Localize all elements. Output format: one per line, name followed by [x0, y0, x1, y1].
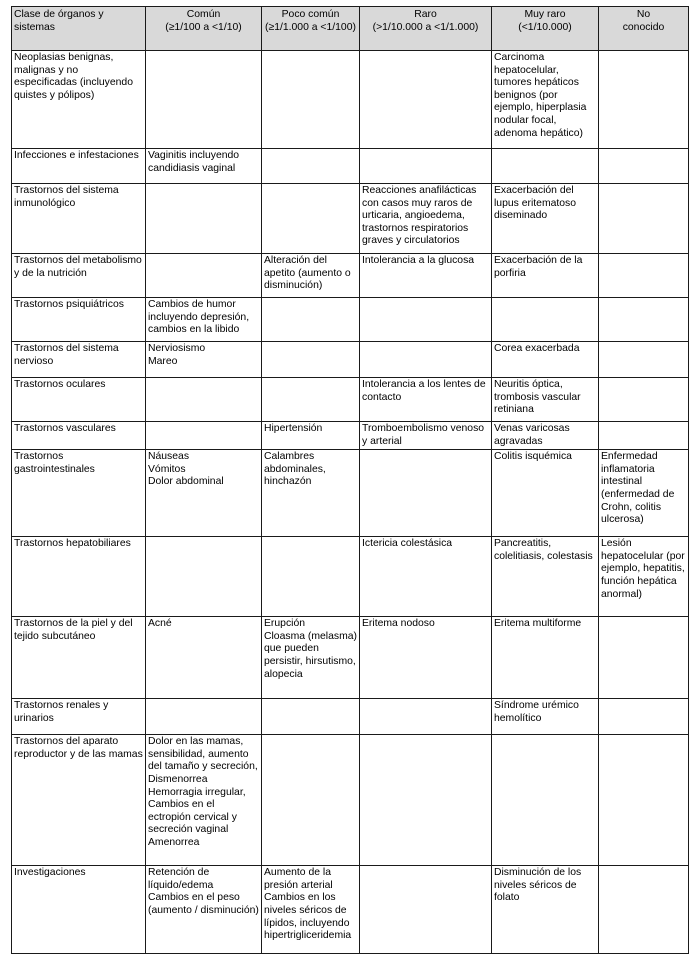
unknown-cell: [599, 735, 689, 866]
header-very-rare: Muy raro (<1/10.000): [492, 7, 599, 51]
table-row: [12, 735, 689, 866]
table-header: [12, 7, 689, 51]
unknown-cell: [599, 254, 689, 298]
common-cell: [146, 378, 262, 422]
common-cell: Dolor en las mamas, sensibilidad, aumento del tamaño y secreción, Dismenorrea Hemorragia irregular, Cambios en el ectropión cervical y secreción vaginal Amenorrea: [146, 735, 262, 866]
organ-class-cell: Investigaciones: [12, 866, 146, 954]
uncommon-cell: [262, 378, 360, 422]
very-rare-cell: Carcinoma hepatocelular, tumores hepáticos benignos (por ejemplo, hiperplasia nodular focal, adenoma hepático): [492, 51, 599, 149]
uncommon-cell: [262, 298, 360, 342]
very-rare-cell: Venas varicosas agravadas: [492, 422, 599, 450]
header-row: [12, 7, 689, 51]
organ-class-cell: Infecciones e infestaciones: [12, 149, 146, 184]
organ-class-cell: Trastornos oculares: [12, 378, 146, 422]
table-row: [12, 866, 689, 954]
very-rare-cell: Exacerbación del lupus eritematoso diseminado: [492, 184, 599, 254]
common-cell: [146, 254, 262, 298]
uncommon-cell: [262, 149, 360, 184]
table-row: [12, 378, 689, 422]
rare-cell: [360, 699, 492, 735]
table-row: [12, 298, 689, 342]
very-rare-cell: [492, 735, 599, 866]
unknown-cell: [599, 422, 689, 450]
unknown-cell: [599, 378, 689, 422]
rare-cell: [360, 450, 492, 537]
very-rare-cell: Síndrome urémico hemolítico: [492, 699, 599, 735]
uncommon-cell: [262, 699, 360, 735]
common-cell: [146, 699, 262, 735]
header-rare: Raro (>1/10.000 a <1/1.000): [360, 7, 492, 51]
rare-cell: [360, 866, 492, 954]
very-rare-cell: Pancreatitis, colelitiasis, colestasis: [492, 537, 599, 617]
table-row: [12, 537, 689, 617]
organ-class-cell: Trastornos del sistema inmunológico: [12, 184, 146, 254]
common-cell: Acné: [146, 617, 262, 699]
header-common: Común (≥1/100 a <1/10): [146, 7, 262, 51]
organ-class-cell: Trastornos de la piel y del tejido subcutáneo: [12, 617, 146, 699]
uncommon-cell: Erupción Cloasma (melasma) que pueden persistir, hirsutismo, alopecia: [262, 617, 360, 699]
rare-cell: [360, 51, 492, 149]
unknown-cell: [599, 342, 689, 378]
very-rare-cell: Neuritis óptica, trombosis vascular retiniana: [492, 378, 599, 422]
rare-cell: Tromboembolismo venoso y arterial: [360, 422, 492, 450]
uncommon-cell: [262, 735, 360, 866]
rare-cell: [360, 735, 492, 866]
very-rare-cell: Colitis isquémica: [492, 450, 599, 537]
table-row: [12, 422, 689, 450]
unknown-cell: [599, 184, 689, 254]
common-cell: Nerviosismo Mareo: [146, 342, 262, 378]
unknown-cell: [599, 51, 689, 149]
table-row: [12, 699, 689, 735]
table-row: [12, 149, 689, 184]
common-cell: Retención de líquido/edema Cambios en el peso (aumento / disminución): [146, 866, 262, 954]
organ-class-cell: Neoplasias benignas, malignas y no especificadas (incluyendo quistes y pólipos): [12, 51, 146, 149]
rare-cell: [360, 342, 492, 378]
uncommon-cell: Aumento de la presión arterial Cambios en los niveles séricos de lípidos, incluyendo hipertrigliceridemia: [262, 866, 360, 954]
table-row: [12, 617, 689, 699]
table-row: [12, 450, 689, 537]
rare-cell: [360, 298, 492, 342]
common-cell: [146, 51, 262, 149]
table-row: [12, 51, 689, 149]
uncommon-cell: [262, 184, 360, 254]
uncommon-cell: Alteración del apetito (aumento o disminución): [262, 254, 360, 298]
very-rare-cell: Eritema multiforme: [492, 617, 599, 699]
uncommon-cell: [262, 51, 360, 149]
common-cell: Vaginitis incluyendo candidiasis vaginal: [146, 149, 262, 184]
organ-class-cell: Trastornos psiquiátricos: [12, 298, 146, 342]
uncommon-cell: Calambres abdominales, hinchazón: [262, 450, 360, 537]
very-rare-cell: Disminución de los niveles séricos de folato: [492, 866, 599, 954]
organ-class-cell: Trastornos del aparato reproductor y de las mamas: [12, 735, 146, 866]
common-cell: [146, 422, 262, 450]
unknown-cell: [599, 149, 689, 184]
unknown-cell: [599, 699, 689, 735]
very-rare-cell: [492, 298, 599, 342]
unknown-cell: Lesión hepatocelular (por ejemplo, hepatitis, función hepática anormal): [599, 537, 689, 617]
organ-class-cell: Trastornos hepatobiliares: [12, 537, 146, 617]
rare-cell: Ictericia colestásica: [360, 537, 492, 617]
header-unknown: No conocido: [599, 7, 689, 51]
uncommon-cell: [262, 342, 360, 378]
uncommon-cell: Hipertensión: [262, 422, 360, 450]
very-rare-cell: Exacerbación de la porfiria: [492, 254, 599, 298]
unknown-cell: [599, 866, 689, 954]
uncommon-cell: [262, 537, 360, 617]
organ-class-cell: Trastornos del metabolismo y de la nutrición: [12, 254, 146, 298]
very-rare-cell: [492, 149, 599, 184]
organ-class-cell: Trastornos renales y urinarios: [12, 699, 146, 735]
common-cell: [146, 537, 262, 617]
organ-class-cell: Trastornos vasculares: [12, 422, 146, 450]
adverse-reactions-table: [11, 6, 689, 954]
very-rare-cell: Corea exacerbada: [492, 342, 599, 378]
common-cell: [146, 184, 262, 254]
header-organ-class: Clase de órganos y sistemas: [12, 7, 146, 51]
table-row: [12, 254, 689, 298]
common-cell: Cambios de humor incluyendo depresión, cambios en la libido: [146, 298, 262, 342]
rare-cell: Reacciones anafilácticas con casos muy raros de urticaria, angioedema, trastornos respiratorios graves y circulatorios: [360, 184, 492, 254]
table-body: [12, 51, 689, 954]
unknown-cell: Enfermedad inflamatoria intestinal (enfermedad de Crohn, colitis ulcerosa): [599, 450, 689, 537]
organ-class-cell: Trastornos del sistema nervioso: [12, 342, 146, 378]
header-uncommon: Poco común (≥1/1.000 a <1/100): [262, 7, 360, 51]
rare-cell: Intolerancia a los lentes de contacto: [360, 378, 492, 422]
unknown-cell: [599, 298, 689, 342]
rare-cell: [360, 149, 492, 184]
organ-class-cell: Trastornos gastrointestinales: [12, 450, 146, 537]
rare-cell: Intolerancia a la glucosa: [360, 254, 492, 298]
unknown-cell: [599, 617, 689, 699]
rare-cell: Eritema nodoso: [360, 617, 492, 699]
table-row: [12, 184, 689, 254]
common-cell: Náuseas Vómitos Dolor abdominal: [146, 450, 262, 537]
table-row: [12, 342, 689, 378]
